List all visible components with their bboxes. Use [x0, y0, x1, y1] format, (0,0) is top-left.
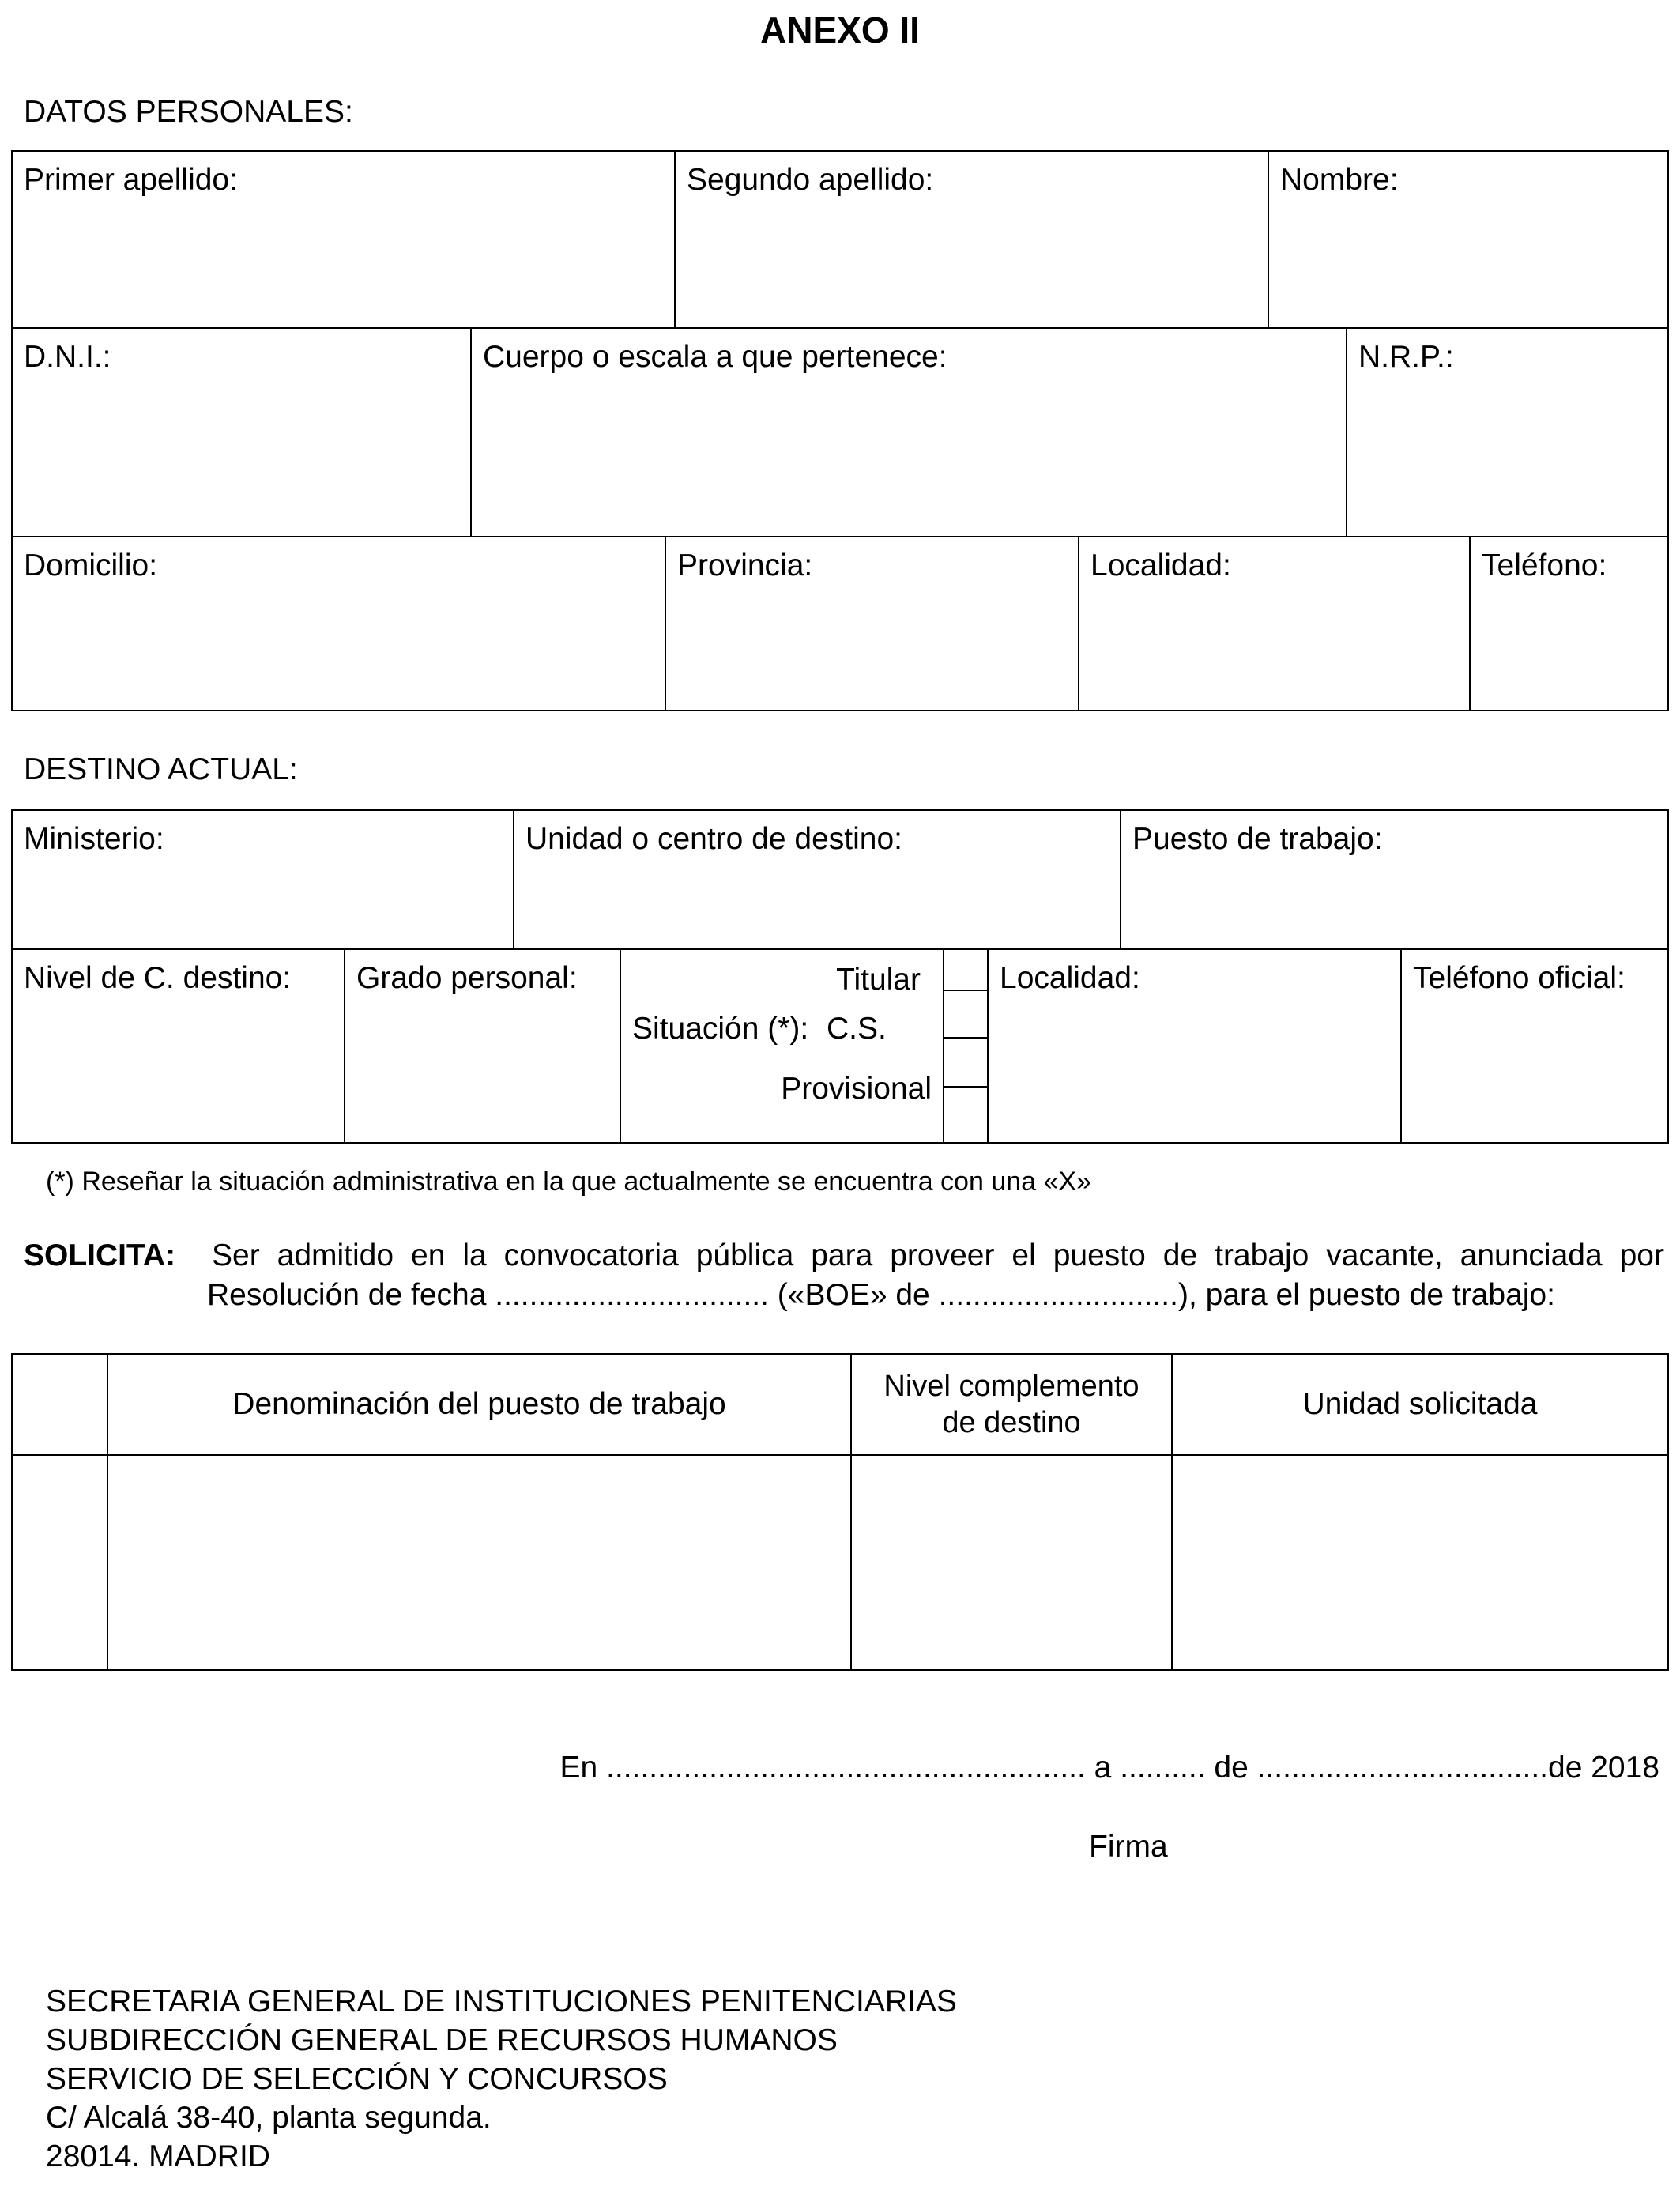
firma-label: Firma [1089, 1830, 1168, 1864]
solicita-label: SOLICITA: [24, 1238, 176, 1272]
puestos-header-denominacion [107, 1353, 852, 1456]
puestos-row-unidad-cell[interactable] [1171, 1454, 1669, 1671]
localidad-oficial-label: Localidad: [1000, 961, 1140, 995]
titular-checkbox[interactable] [944, 990, 987, 1039]
telefono-oficial-field[interactable] [1400, 948, 1669, 1144]
unidad-centro-label: Unidad o centro de destino: [525, 822, 902, 856]
puesto-trabajo-label: Puesto de trabajo: [1132, 822, 1383, 856]
nombre-field[interactable] [1268, 150, 1669, 329]
primer-apellido-label: Primer apellido: [24, 163, 238, 197]
nombre-label: Nombre: [1280, 163, 1399, 197]
telefono-oficial-label: Teléfono oficial: [1413, 961, 1625, 995]
dni-field[interactable] [11, 327, 472, 537]
puestos-row-nivel-cell[interactable] [850, 1454, 1173, 1671]
address-line: C/ Alcalá 38-40, planta segunda. [46, 2101, 492, 2135]
situacion-provisional-label: Provisional [781, 1072, 932, 1106]
domicilio-field[interactable] [11, 536, 666, 711]
grado-personal-field[interactable] [344, 948, 621, 1144]
puestos-row-denominacion-cell[interactable] [107, 1454, 852, 1671]
puestos-header-index [11, 1353, 108, 1456]
dni-label: D.N.I.: [24, 340, 111, 374]
datos-personales-heading: DATOS PERSONALES: [24, 95, 353, 129]
nivel-destino-field[interactable] [11, 948, 345, 1144]
puestos-header-nivel [850, 1353, 1173, 1456]
situacion-checkbox-column [943, 948, 989, 1144]
solicita-line-2: Resolución de fecha ................................ («BOE» de ............................), para el puesto de trabajo: [207, 1278, 1555, 1312]
puesto-trabajo-field[interactable] [1120, 809, 1669, 950]
fecha-line: En ........................................................ a .......... de ..................................de 2018 [559, 1751, 1659, 1785]
domicilio-label: Domicilio: [24, 548, 158, 582]
segundo-apellido-field[interactable] [674, 150, 1269, 329]
provincia-field[interactable] [665, 536, 1079, 711]
nivel-destino-label: Nivel de C. destino: [24, 961, 292, 995]
primer-apellido-field[interactable] [11, 150, 676, 329]
nrp-label: N.R.P.: [1358, 340, 1454, 374]
cs-checkbox[interactable] [944, 1037, 987, 1088]
address-line: 28014. MADRID [46, 2139, 270, 2173]
localidad-oficial-field[interactable] [987, 948, 1402, 1144]
page-title: ANEXO II [760, 9, 920, 51]
situacion-note: (*) Reseñar la situación administrativa en la que actualmente se encuentra con una «X» [46, 1167, 1091, 1197]
puestos-header-nivel-label: Nivel complemento de destino [883, 1370, 1139, 1439]
solicita-line-1: Ser admitido en la convocatoria pública para proveer el puesto de trabajo vacante, anunciada por [212, 1238, 1664, 1272]
nrp-field[interactable] [1346, 327, 1669, 537]
cuerpo-escala-label: Cuerpo o escala a que pertenece: [483, 340, 947, 374]
address-line: SECRETARIA GENERAL DE INSTITUCIONES PENITENCIARIAS [46, 1985, 957, 2019]
destino-actual-heading: DESTINO ACTUAL: [24, 752, 298, 786]
provincia-label: Provincia: [677, 548, 813, 582]
unidad-centro-field[interactable] [513, 809, 1121, 950]
ministerio-label: Ministerio: [24, 822, 164, 856]
localidad-field[interactable] [1078, 536, 1471, 711]
situacion-cs-label: C.S. [827, 1012, 887, 1046]
segundo-apellido-label: Segundo apellido: [687, 163, 934, 197]
grado-personal-label: Grado personal: [356, 961, 578, 995]
ministerio-field[interactable] [11, 809, 514, 950]
address-line: SERVICIO DE SELECCIÓN Y CONCURSOS [46, 2062, 668, 2096]
situacion-cell [620, 948, 944, 1144]
situacion-label: Situación (*): [632, 1012, 809, 1046]
localidad-label: Localidad: [1090, 548, 1231, 582]
telefono-label: Teléfono: [1482, 548, 1607, 582]
puestos-row-index-cell[interactable] [11, 1454, 108, 1671]
puestos-header-unidad-label: Unidad solicitada [1302, 1387, 1538, 1421]
address-line: SUBDIRECCIÓN GENERAL DE RECURSOS HUMANOS [46, 2023, 838, 2057]
situacion-titular-label: Titular [836, 963, 921, 997]
cuerpo-escala-field[interactable] [470, 327, 1347, 537]
provisional-checkbox[interactable] [944, 1086, 987, 1142]
puestos-header-denominacion-label: Denominación del puesto de trabajo [232, 1387, 726, 1421]
puestos-header-unidad [1171, 1353, 1669, 1456]
telefono-field[interactable] [1469, 536, 1669, 711]
